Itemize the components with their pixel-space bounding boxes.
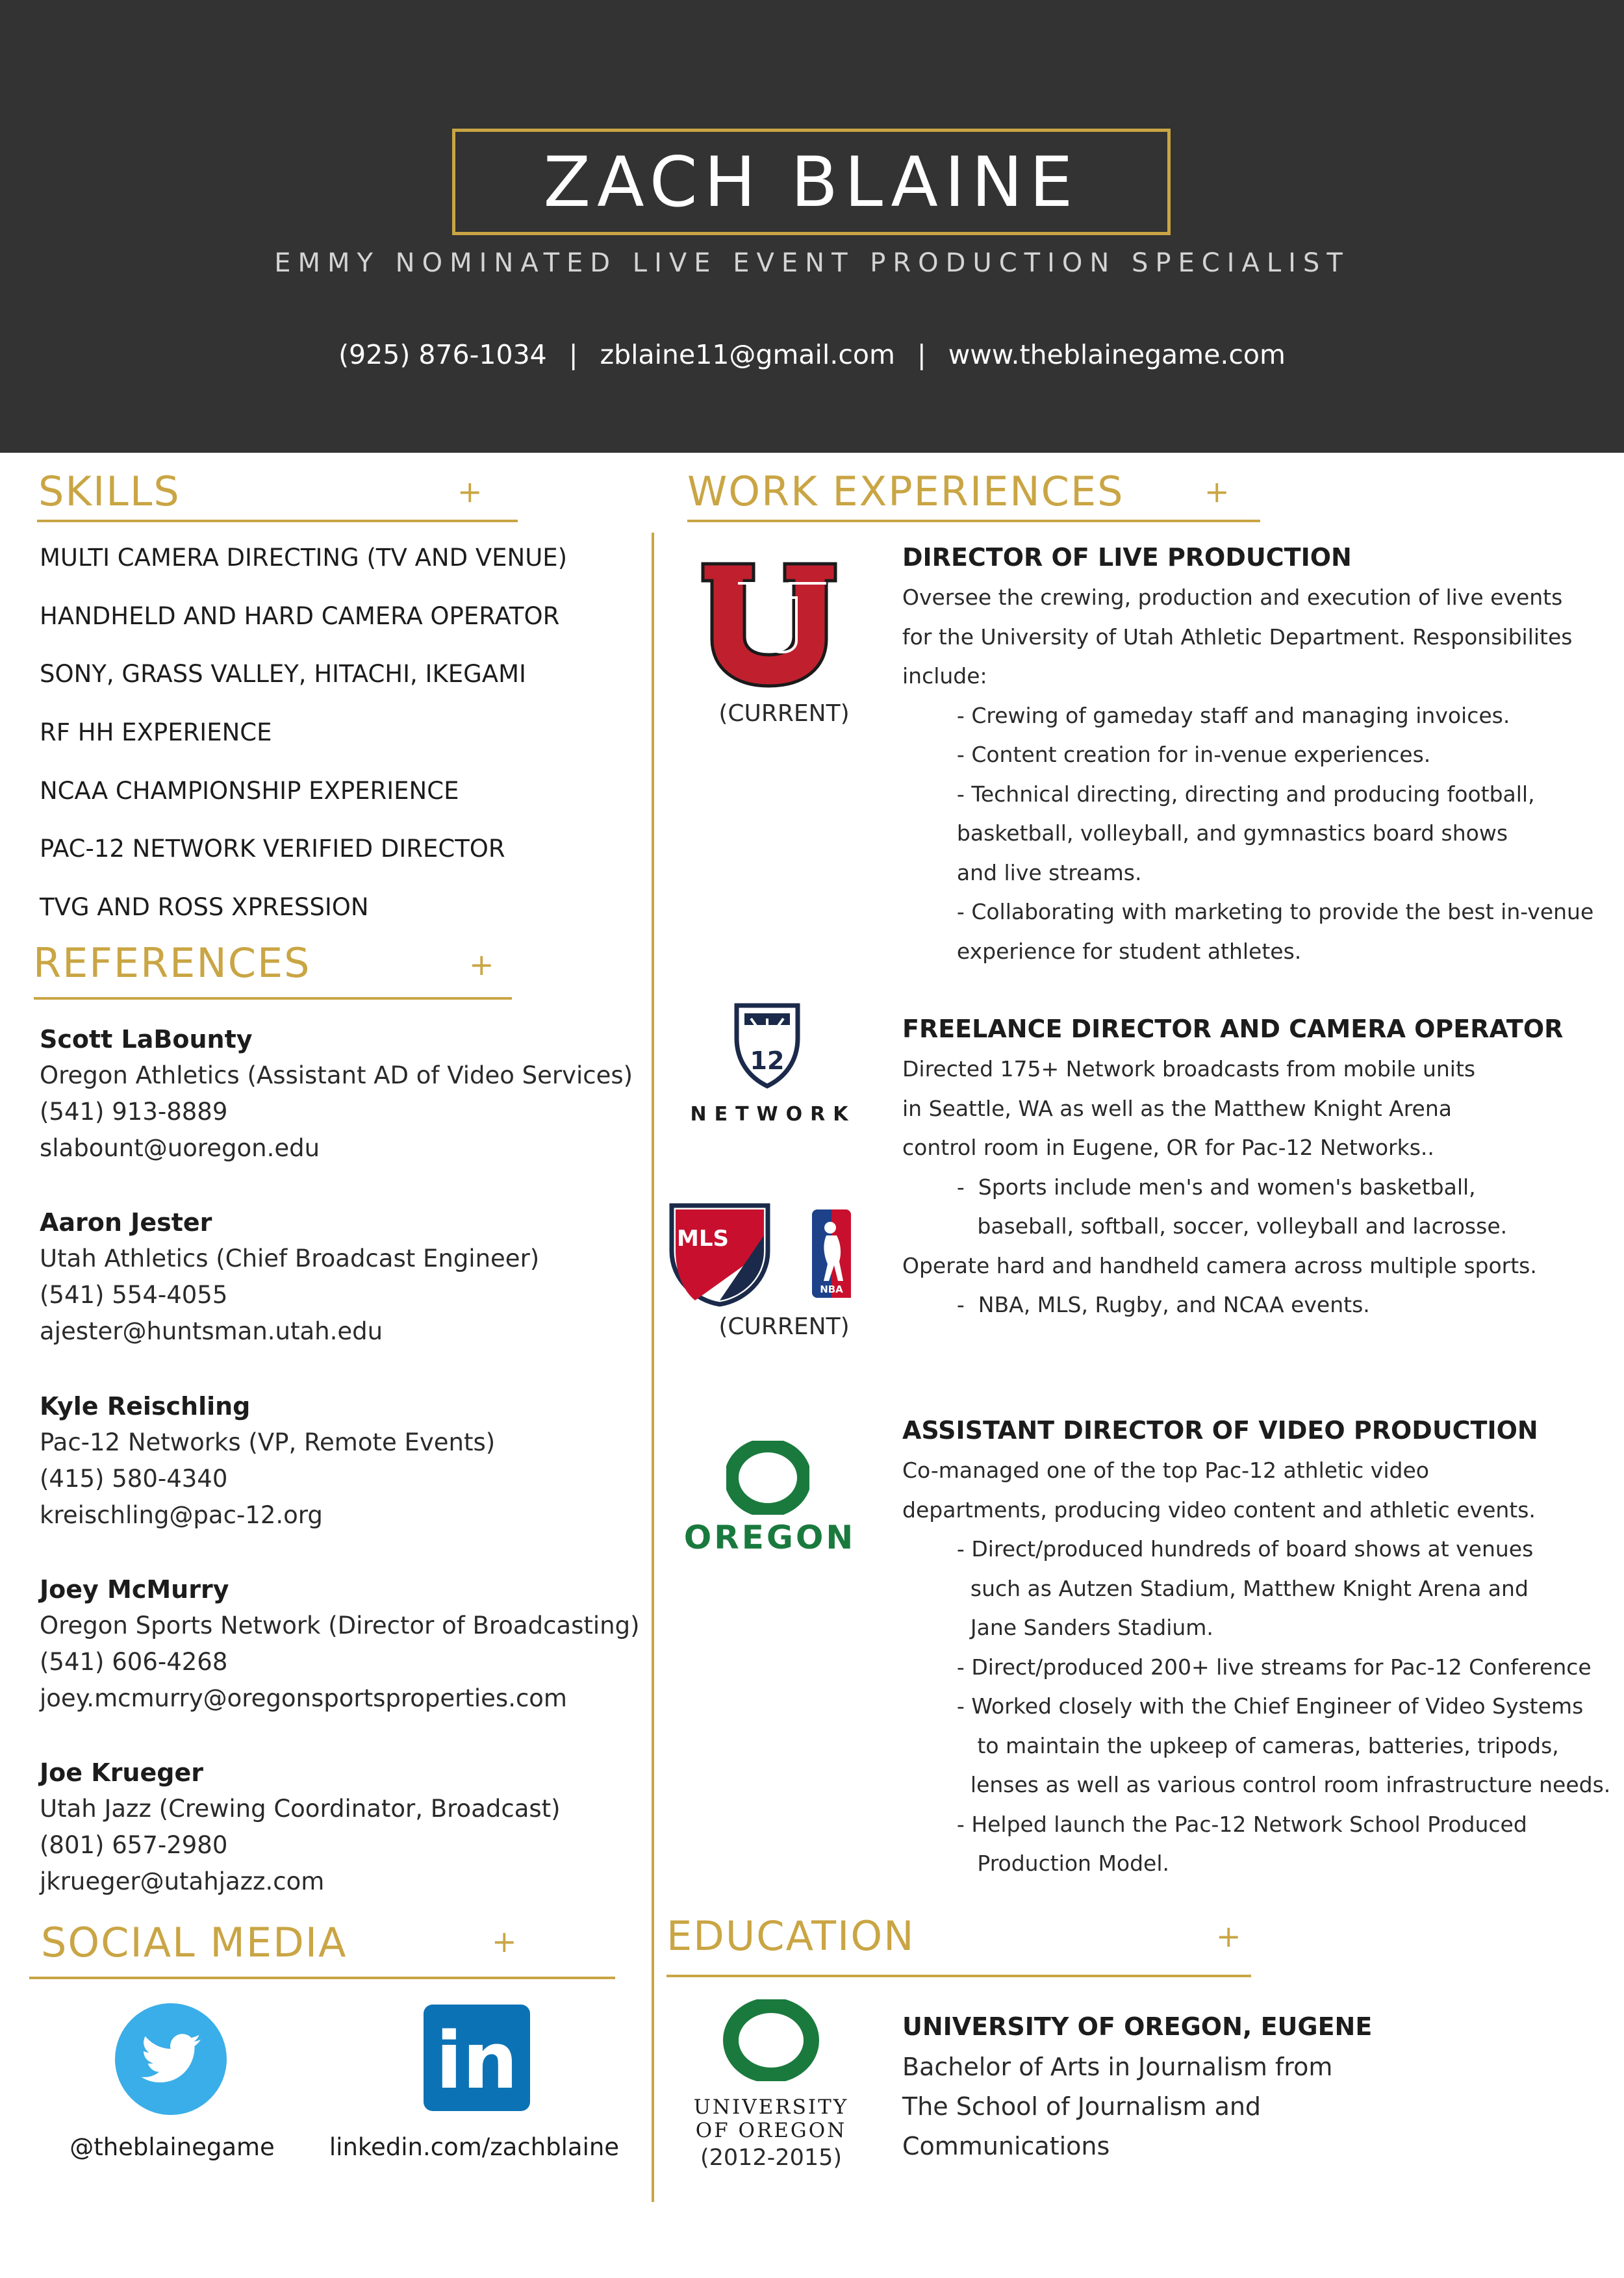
pac12-shield-icon — [731, 999, 803, 1089]
social-heading: SOCIAL MEDIA — [41, 1919, 348, 1966]
oregon-o-icon — [726, 1441, 809, 1515]
reference-email[interactable]: joey.mcmurry@oregonsportsproperties.com — [40, 1684, 567, 1712]
social-plus-icon: + — [492, 1924, 517, 1959]
reference-phone: (541) 554-4055 — [40, 1281, 228, 1309]
twitter-icon[interactable] — [115, 2003, 227, 2115]
mls-mark: MLS — [677, 1226, 729, 1252]
linkedin-url[interactable]: linkedin.com/zachblaine — [329, 2133, 620, 2161]
mls-logo-icon — [669, 1203, 770, 1307]
reference-entry — [40, 1021, 657, 1167]
reference-email[interactable]: kreischling@pac-12.org — [40, 1501, 323, 1529]
job-line: - Direct/produced hundreds of board shows at venues — [902, 1536, 1534, 1562]
reference-name: Scott LaBounty — [40, 1025, 253, 1054]
reference-org: Oregon Athletics (Assistant AD of Video Services) — [40, 1061, 633, 1089]
job-description — [902, 1451, 1610, 1884]
job-line: lenses as well as various control room infrastructure needs. — [902, 1772, 1611, 1797]
job-line: - Technical directing, directing and producing football, — [902, 781, 1535, 807]
school-name: UNIVERSITY OF OREGON, EUGENE — [902, 2012, 1373, 2041]
current-label: (CURRENT) — [718, 700, 850, 727]
job-line: to maintain the upkeep of cameras, batteries, tripods, — [902, 1732, 1559, 1758]
job-line: for the University of Utah Athletic Department. Responsibilites — [902, 624, 1573, 650]
linkedin-mark: in — [435, 2016, 518, 2107]
nba-mark: NBA — [820, 1284, 843, 1295]
job-line: control room in Eugene, OR for Pac-12 Networks.. — [902, 1135, 1434, 1160]
current-label: (CURRENT) — [718, 1313, 850, 1340]
skills-plus-icon: + — [457, 474, 483, 509]
job-title: FREELANCE DIRECTOR AND CAMERA OPERATOR — [902, 1015, 1564, 1043]
job-line: - Helped launch the Pac-12 Network School Produced — [902, 1811, 1527, 1837]
job-line: departments, producing video content and athletic events. — [902, 1497, 1536, 1523]
oregon-wordmark: OREGON — [683, 1519, 856, 1556]
reference-phone: (541) 913-8889 — [40, 1098, 228, 1126]
reference-entry — [40, 1204, 657, 1350]
job-line: and live streams. — [902, 859, 1142, 885]
job-line: Directed 175+ Network broadcasts from mobile units — [902, 1056, 1476, 1082]
twitter-handle[interactable]: @theblainegame — [70, 2133, 275, 2161]
degree-description — [902, 2047, 1332, 2166]
contact-line — [0, 339, 1624, 370]
reference-name: Aaron Jester — [40, 1208, 212, 1237]
university-of-oregon-o-icon — [722, 1999, 820, 2081]
skill-item: RF HH EXPERIENCE — [40, 718, 272, 746]
reference-email[interactable]: slabount@uoregon.edu — [40, 1134, 320, 1162]
job-line: - Content creation for in-venue experiences. — [902, 742, 1431, 767]
job-line: basketball, volleyball, and gymnastics board shows — [902, 820, 1508, 846]
work-underline — [687, 520, 1260, 522]
reference-name: Joey McMurry — [40, 1575, 229, 1604]
logo-line: OF OREGON — [695, 2119, 847, 2142]
skills-heading: SKILLS — [38, 468, 181, 515]
network-label: NETWORK — [690, 1103, 856, 1126]
reference-org: Oregon Sports Network (Director of Broadcasting) — [40, 1612, 640, 1639]
social-underline — [29, 1977, 615, 1979]
linkedin-icon[interactable] — [424, 2005, 530, 2111]
reference-org: Utah Athletics (Chief Broadcast Engineer) — [40, 1245, 540, 1272]
job-line: experience for student athletes. — [902, 938, 1302, 964]
job-title: ASSISTANT DIRECTOR OF VIDEO PRODUCTION — [902, 1416, 1538, 1445]
reference-phone: (801) 657-2980 — [40, 1831, 228, 1859]
reference-entry — [40, 1754, 657, 1900]
job-line: - Sports include men's and women's basketball, — [902, 1174, 1476, 1200]
education-heading: EDUCATION — [666, 1912, 915, 1960]
utah-logo-icon — [699, 560, 839, 690]
job-title: DIRECTOR OF LIVE PRODUCTION — [902, 543, 1352, 572]
work-plus-icon: + — [1204, 474, 1230, 509]
job-line: - Collaborating with marketing to provide the best in-venue — [902, 899, 1594, 924]
job-line: Production Model. — [902, 1851, 1170, 1876]
reference-org: Pac-12 Networks (VP, Remote Events) — [40, 1428, 496, 1456]
job-line: include: — [902, 663, 987, 689]
resume-name: ZACH BLAINE — [543, 142, 1080, 222]
references-underline — [34, 997, 512, 1000]
university-logo-text — [683, 2095, 859, 2142]
nba-logo-icon — [811, 1208, 852, 1299]
email-link[interactable]: zblaine11@gmail.com — [600, 339, 895, 370]
reference-name: Kyle Reischling — [40, 1392, 251, 1421]
reference-name: Joe Krueger — [40, 1758, 203, 1787]
reference-phone: (541) 606-4268 — [40, 1648, 228, 1676]
reference-org: Utah Jazz (Crewing Coordinator, Broadcast) — [40, 1795, 561, 1823]
work-heading: WORK EXPERIENCES — [687, 468, 1124, 515]
job-line: Co-managed one of the top Pac-12 athletic video — [902, 1458, 1429, 1483]
references-plus-icon: + — [469, 947, 494, 982]
degree-line: Communications — [902, 2132, 1110, 2160]
job-line: - Direct/produced 200+ live streams for Pac-12 Conference — [902, 1654, 1592, 1680]
skill-item: TVG AND ROSS XPRESSION — [40, 893, 369, 921]
education-years: (2012-2015) — [700, 2145, 843, 2171]
references-heading: REFERENCES — [33, 939, 311, 987]
reference-entry — [40, 1571, 657, 1717]
job-line: Oversee the crewing, production and execution of live events — [902, 585, 1563, 610]
degree-line: The School of Journalism and — [902, 2092, 1262, 2121]
skill-item: NCAA CHAMPIONSHIP EXPERIENCE — [40, 777, 459, 805]
website-link[interactable]: www.theblainegame.com — [948, 339, 1286, 370]
education-underline — [666, 1975, 1251, 1977]
job-line: such as Autzen Stadium, Matthew Knight Arena and — [902, 1575, 1529, 1601]
skill-item: SONY, GRASS VALLEY, HITACHI, IKEGAMI — [40, 660, 526, 688]
job-line: Operate hard and handheld camera across multiple sports. — [902, 1252, 1537, 1278]
tagline: EMMY NOMINATED LIVE EVENT PRODUCTION SPECIALIST — [274, 248, 1350, 278]
logo-line: UNIVERSITY — [693, 2095, 849, 2119]
reference-entry — [40, 1388, 657, 1534]
phone: (925) 876-1034 — [338, 339, 547, 370]
job-line: in Seattle, WA as well as the Matthew Knight Arena — [902, 1095, 1452, 1121]
column-divider — [652, 533, 654, 2202]
job-description — [902, 578, 1593, 971]
separator: | — [568, 339, 578, 370]
skills-underline — [37, 520, 518, 522]
job-line: - Crewing of gameday staff and managing invoices. — [902, 702, 1510, 728]
job-line: Jane Sanders Stadium. — [902, 1615, 1213, 1640]
skill-item: PAC-12 NETWORK VERIFIED DIRECTOR — [40, 835, 505, 863]
job-description — [902, 1050, 1537, 1325]
education-plus-icon: + — [1216, 1919, 1241, 1954]
job-line: - Worked closely with the Chief Engineer of Video Systems — [902, 1693, 1584, 1719]
job-line: baseball, softball, soccer, volleyball and lacrosse. — [902, 1213, 1508, 1239]
degree-line: Bachelor of Arts in Journalism from — [902, 2053, 1333, 2081]
reference-email[interactable]: ajester@huntsman.utah.edu — [40, 1317, 383, 1345]
separator: | — [917, 339, 926, 370]
skill-item: HANDHELD AND HARD CAMERA OPERATOR — [40, 602, 560, 630]
reference-email[interactable]: jkrueger@utahjazz.com — [40, 1867, 325, 1895]
name-frame — [452, 129, 1171, 235]
skill-item: MULTI CAMERA DIRECTING (TV AND VENUE) — [40, 544, 568, 572]
reference-phone: (415) 580-4340 — [40, 1465, 228, 1493]
pac12-mark: 12 — [750, 1046, 785, 1075]
job-line: - NBA, MLS, Rugby, and NCAA events. — [902, 1292, 1370, 1317]
